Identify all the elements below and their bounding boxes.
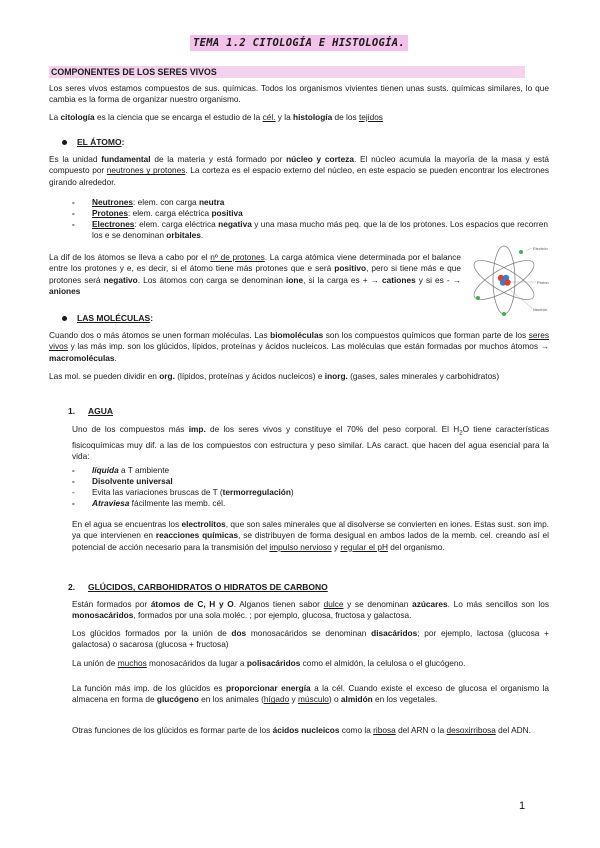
term-proporcionar-energia: proporcionar energía (226, 683, 311, 693)
text-run: son los compuestos químicos que forman parte de los (323, 330, 529, 340)
text-run: de los seres vivos y constituye el 70% del peso corporal. El H (205, 424, 460, 434)
term-azucares: azúcares (412, 599, 448, 609)
text-run: . La carga atómica viene determinada por el balance entre los protones y e, es decir, si el átomo tiene más protones que e será (49, 252, 461, 274)
list-particles (72, 197, 548, 241)
term-atomos-cho: átomos de C, H y O (150, 599, 234, 609)
text-run: ) (290, 487, 294, 497)
text-run: . Lo más sencillos son los (447, 599, 549, 609)
arrow-icon: → (370, 274, 379, 285)
bullet-heading-moleculas (62, 313, 153, 324)
text-run: de la materia y está formado por (150, 154, 287, 164)
bullet-dot-icon (62, 316, 67, 321)
text-run: La función más imp. de los glúcidos es (72, 683, 227, 693)
text-run: Otras funciones de los glúcidos es formar parte de los (72, 725, 273, 735)
term-regular-ph: regular el pH (340, 541, 388, 552)
term-ione: ione (286, 274, 304, 285)
text-run: como el almidón, la celulosa o el glucógeno. (300, 658, 466, 668)
term-inorg: inorg. (324, 371, 348, 381)
text-run: . (114, 352, 117, 363)
text-run: Uno de los compuestos más (72, 424, 189, 434)
term-reacciones-quimicas: reacciones químicas (155, 530, 239, 541)
term-ribosa: ribosa (373, 725, 396, 735)
term-cel: cél. (262, 112, 276, 122)
term-acidos-nucleicos: ácidos nucleicos (272, 725, 340, 735)
term-negativa: negativa (218, 219, 252, 229)
term-monosacaridos: monosacáridos (72, 610, 134, 621)
paragraph-electrolitos (72, 519, 549, 553)
text-run: en los animales ( (198, 694, 264, 705)
list-item-disolvente (72, 476, 548, 487)
term-seres-vivos: seres vivos (49, 330, 549, 352)
page-title: TEMA 1.2 CITOLOGÍA E HISTOLOGÍA. (190, 35, 408, 51)
paragraph-otras-funciones (72, 725, 549, 736)
term-liquida: líquida (92, 465, 119, 475)
text-run: , pero si tiene más e que protones será (49, 263, 461, 285)
heading-text: EL ÁTOMO (77, 137, 122, 147)
term-imp: imp. (188, 424, 206, 434)
text-run: y (289, 694, 299, 705)
paragraph-agua (72, 424, 549, 463)
paragraph-seres-vivos: Los seres vivos estamos compuestos de sus. químicas. Todos los organismos vivientes tienen unas susts. químicas similares, lo que cambia es la forma de organizar nuestro organismo. (49, 83, 549, 105)
term-higado: hígado (263, 694, 290, 705)
paragraph-atomo (49, 154, 549, 188)
text-run: Están formados por (72, 599, 151, 609)
text-run: . La corteza es el espacio externo del núcleo, en este espacio se pueden encontrar los electrones girando alrededor. (49, 165, 550, 187)
heading-text: GLÚCIDOS, CARBOHIDRATOS O HIDRATOS DE CARBONO (88, 582, 328, 592)
text-run: . Los átomos con carga se denominan (137, 274, 287, 285)
dash-marker: - (72, 487, 75, 497)
term-positiva: positiva (211, 208, 243, 218)
list-item-electrones (72, 219, 548, 241)
term-orbitales: orbitales (166, 230, 201, 240)
term-disolvente: Disolvente universal (92, 476, 173, 486)
text-run: y (331, 541, 341, 552)
text-run: es la ciencia que se encarga el estudio de la (94, 112, 263, 122)
electron-ball (502, 312, 506, 316)
term-cationes: cationes (382, 274, 416, 285)
term-electrolitos: electrolitos (181, 519, 226, 529)
term-polisacaridos: polisacáridos (246, 658, 301, 668)
text-run: a la cél. Cuando existe el exceso de glucosa el organismo la almacena en forma de (72, 683, 550, 705)
paragraph-citologia (49, 112, 549, 123)
text-run: : elem. carga eléctrica (134, 219, 219, 229)
text-run: (lípidos, proteínas y ácidos nucleicos) e (174, 371, 325, 381)
text-run: en los vegetales. (372, 694, 438, 705)
numbered-heading-glucidos (68, 582, 328, 593)
term-electrones: Electrones (92, 219, 135, 229)
term-macromoleculas: macromoléculas (49, 352, 115, 363)
text-run: La (49, 112, 61, 122)
term-impulso-nervioso: impulso nervioso (269, 541, 332, 552)
term-nucleo-corteza: núcleo y corteza (286, 154, 354, 164)
atom-diagram (466, 244, 556, 316)
numbered-heading-agua (68, 406, 113, 417)
text-run: monosacáridos se denominan (246, 628, 372, 638)
text-run: y la (275, 112, 294, 122)
bullet-dot-icon (62, 140, 67, 145)
text-run: Evita las variaciones bruscas de T ( (92, 487, 223, 497)
term-citologia: citología (60, 112, 95, 122)
term-positivo: positivo (334, 263, 367, 274)
text-run: y se denominan (343, 599, 413, 609)
paragraph-disacaridos (72, 628, 549, 651)
section-heading-componentes: COMPONENTES DE LOS SERES VIVOS (49, 66, 525, 78)
text-run: y si es - (415, 274, 453, 285)
text-run: y una masa mucho más peq. que la de los protones. Los espacios que recorren los e se denominan (92, 219, 549, 240)
term-org: org. (159, 371, 175, 381)
term-muchos: muchos (117, 658, 147, 668)
list-caracteristicas-agua (72, 465, 548, 509)
text-run: O tiene características fisicoquímicas muy dif. a las de los compuestos con estructura y peso similar. LAs caract. que hacen del agua esencial para la vida: (72, 424, 549, 462)
text-run: del ADN. (495, 725, 531, 735)
term-neutrones: Neutrones (92, 197, 134, 207)
term-protones: Protones (92, 208, 128, 218)
leader-line (526, 248, 532, 251)
dash-marker: - (72, 465, 75, 475)
proton-ball (504, 279, 510, 285)
paragraph-moleculas (49, 330, 549, 364)
term-dos: dos (231, 628, 247, 638)
term-atraviesa: Atraviesa (92, 498, 130, 508)
bullet-heading-atomo (62, 137, 124, 148)
term-musculo: músculo (298, 694, 329, 705)
text-run: y las más imp. son los glúcidos, lípidos, proteínas y ácidos nucleicos. Las moléculas que están formadas por muchos átomos (67, 341, 541, 352)
heading-number: 1. (68, 406, 76, 416)
paragraph-funcion-glucidos (72, 683, 549, 706)
list-item-atraviesa (72, 498, 548, 509)
arrow-icon: → (540, 341, 549, 352)
term-biomoleculas: biomoléculas (270, 330, 324, 340)
text-run: , si la carga es + (303, 274, 371, 285)
text-run: En el agua se encuentras los (72, 519, 182, 529)
term-neutra: neutra (198, 197, 225, 207)
term-desoxirribosa: desoxirribosa (446, 725, 496, 735)
text-run: : elem. carga eléctrica (127, 208, 212, 218)
text-run: ) o (328, 694, 341, 705)
text-run: . (200, 230, 204, 240)
electron-ball (519, 250, 523, 254)
dash-marker: - (72, 208, 75, 218)
text-run: La unión de (72, 658, 118, 668)
text-run: . El núcleo acumula la mayoría de la masa y está compuesto por (49, 154, 550, 176)
electron-ball (476, 296, 480, 300)
term-fundamental: fundamental (101, 154, 151, 164)
term-histologia: histología (293, 112, 333, 122)
text-run: , se distribuyen de forma desigual en ambos lados de la memb. cel. creando así el potencial de acción necesario para la transmisión del (72, 530, 549, 552)
leader-line (509, 289, 532, 308)
text-run: a T ambiente (118, 465, 170, 475)
term-dulce: dulce (323, 599, 344, 609)
term-tejidos: tejidos (358, 112, 383, 122)
term-glucogeno: glucógeno (156, 694, 199, 705)
list-item-termorregulacion (72, 487, 548, 498)
heading-text: AGUA (88, 406, 114, 416)
label-electron: Electrón (533, 246, 548, 251)
term-negativo: negativo (103, 274, 138, 285)
text-run: ; por ejemplo, lactosa (glucosa + galactosa) o sacarosa (glucosa + fructosa) (72, 628, 549, 650)
label-proton: Protón (537, 280, 549, 285)
text-run: : elem. con carga (133, 197, 199, 207)
term-neutrones-protones: neutrones y protones (106, 165, 186, 176)
paragraph-division-moleculas (49, 371, 549, 382)
text-run: La dif de los átomos se lleva a cabo por el (49, 252, 211, 262)
text-run: del ARN o la (395, 725, 447, 735)
term-almidon: almidón (340, 694, 373, 705)
paragraph-carga-atomica (49, 252, 461, 298)
text-run: Es la unidad (49, 154, 102, 164)
text-run: como la (339, 725, 374, 735)
text-run: Las mol. se pueden dividir en (49, 371, 160, 381)
term-aniones: aniones (49, 286, 81, 297)
text-run: , formados por una sola moléc. ; por ejemplo, glucosa, fructosa y galactosa. (133, 610, 412, 621)
text-run: Cuando dos o más átomos se unen forman moléculas. Las (49, 330, 271, 340)
text-run: fácilmente las memb. cél. (129, 498, 226, 508)
list-item-liquida (72, 465, 548, 476)
dash-marker: - (72, 476, 75, 486)
dash-marker: - (72, 219, 75, 229)
term-termorregulacion: termorregulación (222, 487, 291, 497)
text-run: Los glúcidos formados por la unión de (72, 628, 232, 638)
page-number: 1 (519, 800, 526, 812)
text-run: del organismo. (387, 541, 445, 552)
heading-colon: : (121, 137, 125, 147)
subscript: 2 (459, 430, 463, 437)
text-run: , que son sales minerales que al disolverse se convierten en iones. Estas sust. son imp. ya que intervienen en (72, 519, 549, 541)
heading-colon: : (150, 313, 154, 323)
dash-marker: - (72, 197, 75, 207)
label-neutron: Neutrón (533, 307, 548, 312)
text-run: monosacáridos da lugar a (146, 658, 247, 668)
text-run: (gases, sales minerales y carbohidratos) (347, 371, 500, 381)
paragraph-polisacaridos (72, 658, 549, 669)
list-item-neutrones (72, 197, 548, 208)
arrow-icon: → (452, 274, 461, 285)
term-num-protones: nº de protones (210, 252, 265, 262)
text-run: de los (332, 112, 359, 122)
text-run: . Alganos tienen sabor (233, 599, 324, 609)
list-item-protones (72, 208, 548, 219)
paragraph-glucidos-formacion (72, 599, 549, 622)
heading-text: LAS MOLÉCULAS (77, 313, 151, 323)
heading-number: 2. (68, 582, 76, 592)
term-disacaridos: disacáridos (371, 628, 418, 638)
dash-marker: - (72, 498, 75, 508)
